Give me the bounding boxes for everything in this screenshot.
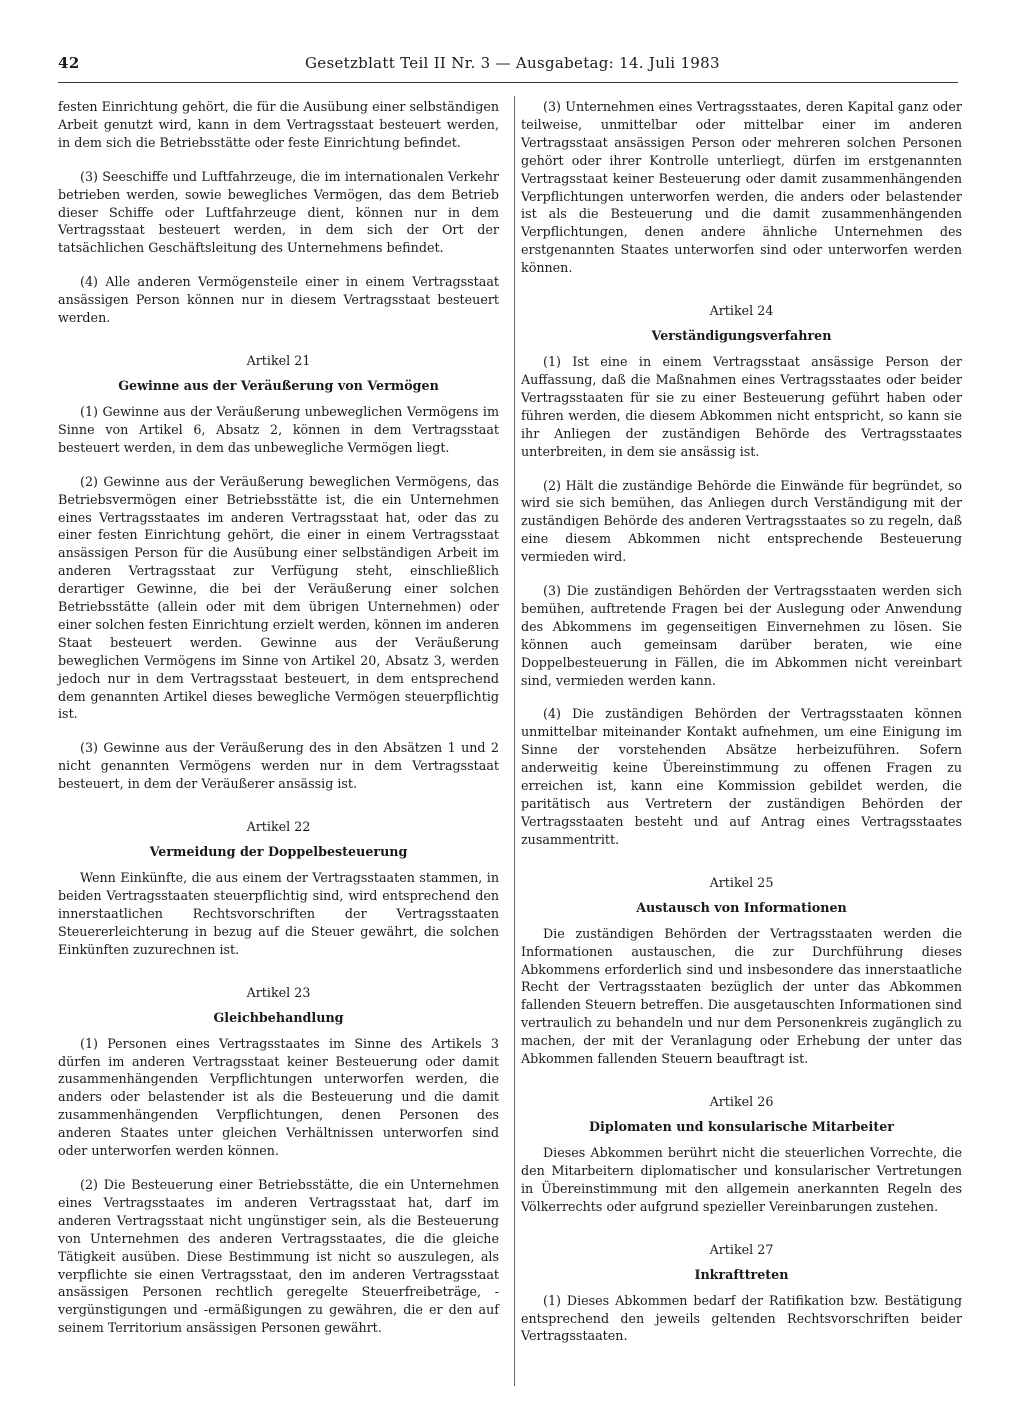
paragraph: (3) Unternehmen eines Vertragsstaates, deren Kapital ganz oder teilweise, unmittelbar oder mittelbar einer im anderen Vertragsstaat ansässigen Person oder mehreren solchen Personen gehört oder ihrer Kontrolle unterliegt, dürfen im erstgenannten Vertragsstaat keiner Besteuerung oder damit zusammenhängenden Verpflichtungen unterworfen werden, die anders oder belastender ist als die Besteuerung und die damit zusammenhängenden Verpflichtungen, denen andere ähnliche Unternehmen des erstgenannten Staates unterworfen sind oder unterworfen werden können. — [521, 99, 962, 276]
paragraph: (1) Personen eines Vertragsstaates im Sinne des Artikels 3 dürfen im anderen Vertragsstaat keiner Besteuerung oder damit zusammenhängenden Verpflichtungen unterworfen werden, die anders oder belastender ist als die Besteuerung und die damit zusammenhängenden Verpflichtungen, denen Personen des anderen Staates unter gleichen Verhältnissen unterworfen sind oder unterworfen werden können. — [58, 1035, 499, 1159]
paragraph: Die zuständigen Behörden der Vertragsstaaten werden die Informationen austauschen, die zur Durchführung dieses Abkommens erforderlich sind und insbesondere das innerstaatliche Recht der Vertragsstaaten bezüglich der unter das Abkommen fallenden Steuern betreffen. Die ausgetauschten Informationen sind vertraulich zu behandeln und nur dem Personenkreis zugänglich zu machen, der mit der Veranlagung oder Erhebung der unter das Abkommen fallenden Steuern beauftragt ist. — [521, 925, 962, 1067]
paragraph: Dieses Abkommen berührt nicht die steuerlichen Vorrechte, die den Mitarbeitern diplomatischer und konsularischer Vertretungen in Übereinstimmung mit den allgemein anerkannten Regeln des Völkerrechts oder aufgrund spezieller Vereinbarungen zustehen. — [521, 1144, 962, 1214]
page-number: 42 — [58, 54, 80, 72]
paragraph: (1) Ist eine in einem Vertragsstaat ansässige Person der Auffassung, daß die Maßnahmen eines Vertragsstaates oder beider Vertragsstaaten für sie zu einer Besteuerung geführt haben oder führen werden, die diesem Abkommen nicht entspricht, so kann sie ihr Anliegen der zuständigen Behörde des Vertragsstaates unterbreiten, in dem sie ansässig ist. — [521, 354, 962, 459]
article-25-title: Austausch von Informationen — [636, 899, 847, 915]
article-22-title: Vermeidung der Doppelbesteuerung — [149, 844, 408, 860]
header-rule — [58, 82, 958, 83]
column-divider — [514, 96, 515, 1386]
paragraph: (2) Hält die zuständige Behörde die Einwände für begründet, so wird sie sich bemühen, das Anliegen durch Verständigung mit der zuständigen Behörde des anderen Vertragsstaates so zu regeln, daß eine diesem Abkommen nicht entsprechende Besteuerung vermieden wird. — [521, 477, 962, 565]
article-27-number: Artikel 27 — [709, 1241, 774, 1257]
paragraph: (3) Die zuständigen Behörden der Vertragsstaaten werden sich bemühen, auftretende Fragen bei der Auslegung oder Anwendung des Abkommens im gegenseitigen Einvernehmen zu lösen. Sie können auch gemeinsam darüber beraten, wie eine Doppelbesteuerung in Fällen, die im Abkommen nicht vereinbart sind, vermieden werden kann. — [521, 583, 962, 688]
page-header — [58, 52, 958, 78]
right-column — [521, 98, 962, 1361]
paragraph: (1) Gewinne aus der Veräußerung unbeweglichen Vermögens im Sinne von Artikel 6, Absatz 2, können in dem Vertragsstaat besteuert werden, in dem das unbewegliche Vermögen liegt. — [58, 403, 499, 455]
left-column — [58, 98, 499, 1353]
paragraph: (4) Alle anderen Vermögensteile einer in einem Vertragsstaat ansässigen Person können nur in diesem Vertragsstaat besteuert werden. — [58, 274, 499, 326]
article-25-number: Artikel 25 — [709, 874, 774, 890]
article-24-number: Artikel 24 — [709, 303, 774, 319]
article-26-number: Artikel 26 — [709, 1093, 774, 1109]
paragraph: (3) Seeschiffe und Luftfahrzeuge, die im internationalen Verkehr betrieben werden, sowie bewegliches Vermögen, das dem Betrieb dieser Schiffe oder Luftfahrzeuge dient, können nur in dem Vertragsstaat besteuert werden, in dem sich der Ort der tatsächlichen Geschäftsleitung des Unternehmens befindet. — [58, 168, 499, 256]
article-21-title: Gewinne aus der Veräußerung von Vermögen — [118, 377, 439, 393]
paragraph-continued: festen Einrichtung gehört, die für die Ausübung einer selbständigen Arbeit genutzt wird, kann in dem Vertragsstaat besteuert werden, in dem sich die Betriebsstätte oder feste Einrichtung befindet. — [58, 99, 499, 150]
article-23-title: Gleichbehandlung — [213, 1009, 344, 1025]
paragraph: (2) Gewinne aus der Veräußerung beweglichen Vermögens, das Betriebsvermögen einer Betriebsstätte ist, die ein Unternehmen eines Vertragsstaates im anderen Vertragsstaat hat, oder das zu einer festen Einrichtung gehört, die einer in einem Vertragsstaat ansässigen Person für die Ausübung einer selbständigen Arbeit im anderen Vertragsstaat zur Verfügung steht, einschließlich derartiger Gewinne, die bei der Veräußerung einer solchen Betriebsstätte (allein oder mit dem übrigen Unternehmen) oder einer solchen festen Einrichtung erzielt werden, können im anderen Staat besteuert werden. Gewinne aus der Veräußerung beweglichen Vermögens im Sinne von Artikel 20, Absatz 3, werden jedoch nur in dem Vertragsstaat besteuert, in dem entsprechend dem genannten Artikel dieses bewegliche Vermögen steuerpflichtig ist. — [58, 473, 499, 722]
paragraph: (4) Die zuständigen Behörden der Vertragsstaaten können unmittelbar miteinander Kontakt aufnehmen, um eine Einigung im Sinne der vorstehenden Absätze herbeizuführen. Sofern anderweitig keine Übereinstimmung zu offenen Fragen zu erreichen ist, kann eine Kommission gebildet werden, die paritätisch aus Vertretern der zuständigen Behörden der Vertragsstaaten besteht und auf Antrag eines Vertragsstaates zusammentritt. — [521, 706, 962, 847]
article-21-number: Artikel 21 — [246, 352, 311, 368]
paragraph: (1) Dieses Abkommen bedarf der Ratifikation bzw. Bestätigung entsprechend den jeweils geltenden Rechtsvorschriften beider Vertragsstaaten. — [521, 1292, 962, 1344]
paragraph: Wenn Einkünfte, die aus einem der Vertragsstaaten stammen, in beiden Vertragsstaaten steuerpflichtig sind, wird entsprechend den innerstaatlichen Rechtsvorschriften der Vertragsstaaten Steuererleichterung in bezug auf die Steuer gewährt, die solchen Einkünften zuzurechnen ist. — [58, 870, 499, 957]
paragraph: (2) Die Besteuerung einer Betriebsstätte, die ein Unternehmen eines Vertragsstaates im anderen Vertragsstaat hat, darf im anderen Vertragsstaat nicht ungünstiger sein, als die Besteuerung von Unternehmen des anderen Vertragsstaates, die die gleiche Tätigkeit ausüben. Diese Bestimmung ist nicht so auszulegen, als verpflichte sie einen Vertragsstaat, den im anderen Vertragsstaat ansässigen Personen rechtlich geregelte Steuerfreibeträge, -vergünstigungen und -ermäßigungen zu gewähren, die er den auf seinem Territorium ansässigen Personen gewährt. — [58, 1176, 499, 1336]
article-23-number: Artikel 23 — [246, 984, 311, 1000]
gazette-title: Gesetzblatt Teil II Nr. 3 — Ausgabetag: 14. Juli 1983 — [305, 54, 720, 72]
article-22-number: Artikel 22 — [246, 819, 311, 835]
article-26-title: Diplomaten und konsularische Mitarbeiter — [589, 1118, 894, 1134]
paragraph: (3) Gewinne aus der Veräußerung des in den Absätzen 1 und 2 nicht genannten Vermögens werden nur in dem Vertragsstaat besteuert, in dem der Veräußerer ansässig ist. — [58, 740, 499, 792]
article-27-title: Inkrafttreten — [694, 1266, 789, 1282]
article-24-title: Verständigungsverfahren — [651, 328, 832, 344]
